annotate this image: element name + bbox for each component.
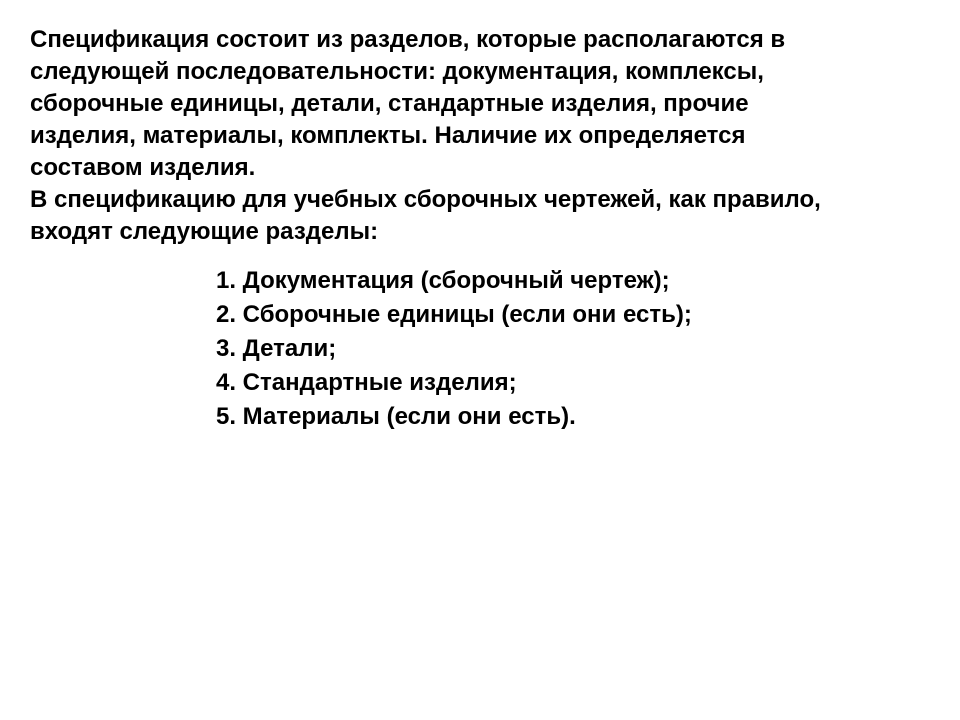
intro-paragraph (30, 24, 930, 248)
intro-line: входят следующие разделы: (30, 218, 379, 245)
list-item: 2. Сборочные единицы (если они есть); (216, 301, 692, 328)
list-item: 4. Стандартные изделия; (216, 369, 517, 396)
list-item: 3. Детали; (216, 335, 337, 362)
intro-line: изделия, материалы, комплекты. Наличие их определяется (30, 122, 746, 149)
intro-line: В спецификацию для учебных сборочных чертежей, как правило, (30, 186, 821, 213)
intro-line: следующей последовательности: документация, комплексы, (30, 58, 764, 85)
list-item: 5. Материалы (если они есть). (216, 403, 576, 430)
sections-list (216, 264, 692, 434)
list-item: 1. Документация (сборочный чертеж); (216, 267, 670, 294)
intro-line: Спецификация состоит из разделов, которые располагаются в (30, 26, 786, 53)
intro-line: составом изделия. (30, 154, 256, 181)
intro-line: сборочные единицы, детали, стандартные изделия, прочие (30, 90, 749, 117)
